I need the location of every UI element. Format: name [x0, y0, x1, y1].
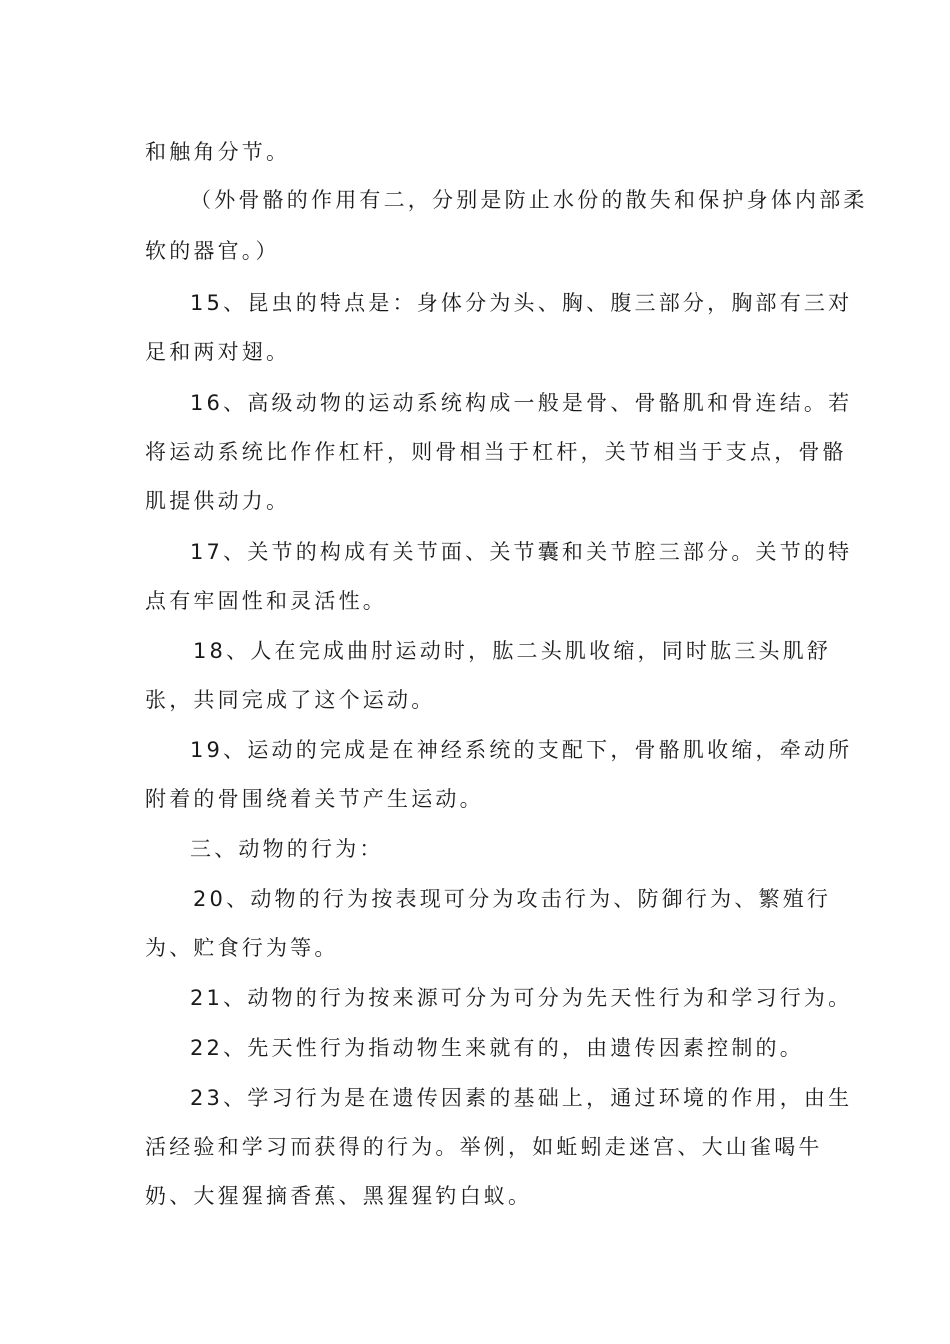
item-17-line-2: 点有牢固性和灵活性。 [145, 589, 387, 613]
item-20-line-2: 为、贮食行为等。 [145, 936, 339, 960]
item-23-line-2: 活经验和学习而获得的行为。举例，如蚯蚓走迷宫、大山雀喝牛 [145, 1135, 823, 1159]
paragraph-exoskeleton-line-2: 软的器官。） [145, 239, 280, 263]
section-heading-animal-behavior: 三、动物的行为： [190, 837, 384, 861]
item-16-line-2: 将运动系统比作作杠杆，则骨相当于杠杆，关节相当于支点，骨骼 [145, 440, 847, 464]
item-19-line-2: 附着的骨围绕着关节产生运动。 [145, 787, 484, 811]
item-16-line-1: 16、高级动物的运动系统构成一般是骨、骨骼肌和骨连结。若 [190, 391, 853, 415]
item-15-line-2: 足和两对翅。 [145, 340, 291, 364]
item-19-line-1: 19、运动的完成是在神经系统的支配下，骨骼肌收缩，牵动所 [190, 738, 853, 762]
item-23-line-1: 23、学习行为是在遗传因素的基础上，通过环境的作用，由生 [190, 1086, 853, 1110]
paragraph-exoskeleton-line-1: （外骨骼的作用有二，分别是防止水份的散失和保护身体内部柔 [190, 188, 868, 212]
item-17-line-1: 17、关节的构成有关节面、关节囊和关节腔三部分。关节的特 [190, 540, 853, 564]
item-15-line-1: 15、昆虫的特点是：身体分为头、胸、腹三部分，胸部有三对 [190, 291, 853, 315]
item-21-line-1: 21、动物的行为按来源可分为可分为先天性行为和学习行为。 [190, 986, 853, 1010]
item-23-line-3: 奶、大猩猩摘香蕉、黑猩猩钓白蚁。 [145, 1184, 533, 1208]
item-16-line-3: 肌提供动力。 [145, 489, 291, 513]
item-22-line-1: 22、先天性行为指动物生来就有的，由遗传因素控制的。 [190, 1036, 804, 1060]
text-line: 和触角分节。 [145, 140, 291, 164]
item-18-line-1: 18、人在完成曲肘运动时，肱二头肌收缩，同时肱三头肌舒 [193, 639, 832, 663]
item-18-line-2: 张，共同完成了这个运动。 [145, 688, 436, 712]
item-20-line-1: 20、动物的行为按表现可分为攻击行为、防御行为、繁殖行 [193, 887, 832, 911]
